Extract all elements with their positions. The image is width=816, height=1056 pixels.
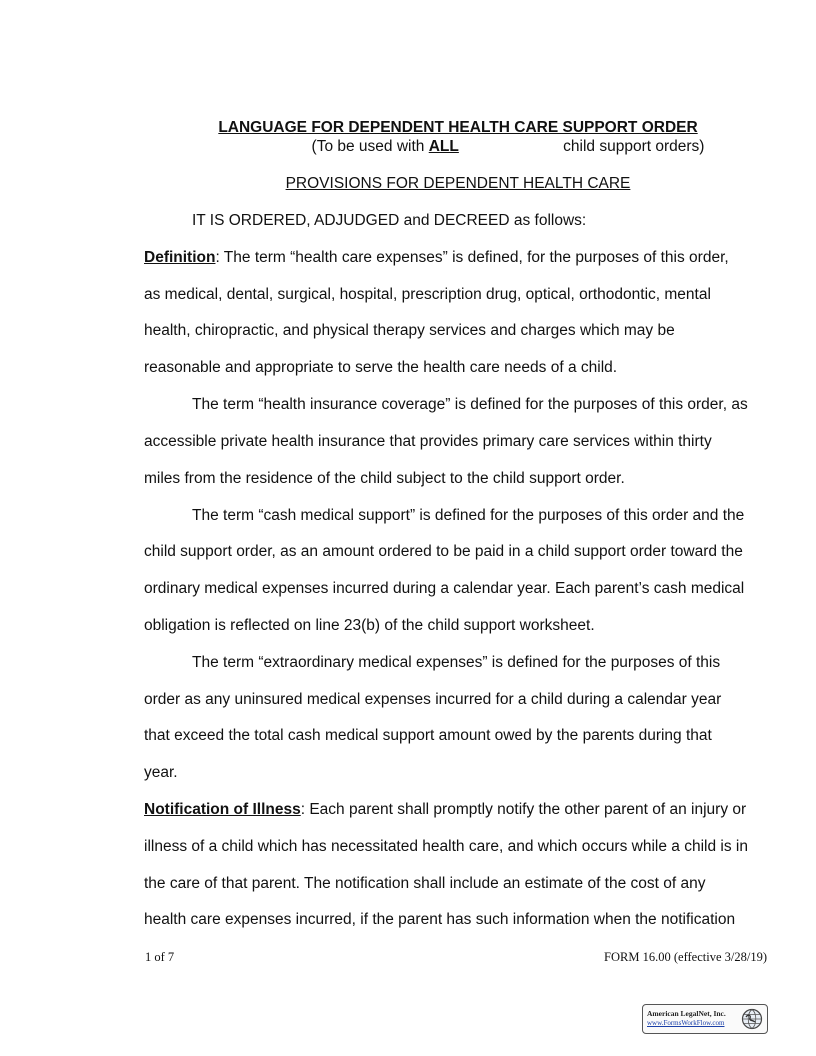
notification-line-4: health care expenses incurred, if the parent has such information when the notification [144, 911, 736, 928]
extra-line-3: that exceed the total cash medical support amount owed by the parents during that [144, 727, 712, 744]
globe-icon [741, 1008, 763, 1035]
section-heading: PROVISIONS FOR DEPENDENT HEALTH CARE [285, 175, 631, 192]
notification-line-2: illness of a child which has necessitated health care, and which occurs while a child is in [144, 838, 748, 855]
cash-line-3: ordinary medical expenses incurred during a calendar year. Each parent’s cash medical [144, 580, 745, 597]
subtitle-pre: (To be used with [311, 138, 429, 155]
insurance-line-1: The term “health insurance coverage” is defined for the purposes of this order, as [192, 396, 748, 413]
notification-line-3: the care of that parent. The notification shall include an estimate of the cost of any [144, 875, 706, 892]
cash-line-4: obligation is reflected on line 23(b) of the child support worksheet. [144, 617, 595, 634]
subtitle-bold: ALL [428, 138, 459, 155]
cash-line-2: child support order, as an amount ordered to be paid in a child support order toward the [144, 543, 743, 560]
insurance-line-3: miles from the residence of the child subject to the child support order. [144, 470, 625, 487]
document-subtitle [0, 138, 816, 156]
insurance-line-2: accessible private health insurance that provides primary care services within thirty [144, 433, 712, 450]
document-title: LANGUAGE FOR DEPENDENT HEALTH CARE SUPPORT ORDER [218, 119, 698, 136]
form-number: FORM 16.00 (effective 3/28/19) [604, 950, 767, 964]
notification-line-1: Notification of Illness: Each parent shall promptly notify the other parent of an injury or [144, 801, 747, 818]
publisher-name: American LegalNet, Inc. [647, 1009, 726, 1018]
definition-term: Definition [144, 249, 216, 266]
ordered-line: IT IS ORDERED, ADJUDGED and DECREED as follows: [192, 212, 587, 229]
publisher-badge[interactable] [642, 1004, 768, 1034]
page-number: 1 of 7 [145, 950, 175, 964]
extra-line-1: The term “extraordinary medical expenses” is defined for the purposes of this [192, 654, 721, 671]
extra-line-2: order as any uninsured medical expenses incurred for a child during a calendar year [144, 691, 722, 708]
cash-line-1: The term “cash medical support” is defined for the purposes of this order and the [192, 507, 745, 524]
notification-term: Notification of Illness [144, 801, 301, 818]
definition-line-2: as medical, dental, surgical, hospital, prescription drug, optical, orthodontic, mental [144, 286, 711, 303]
publisher-link[interactable]: www.FormsWorkFlow.com [647, 1019, 725, 1027]
extra-line-4: year. [144, 764, 178, 781]
definition-line-1: Definition: The term “health care expenses” is defined, for the purposes of this order, [144, 249, 729, 266]
subtitle-post: child support orders) [558, 138, 705, 155]
definition-line-3: health, chiropractic, and physical therapy services and charges which may be [144, 322, 675, 339]
definition-line-4: reasonable and appropriate to serve the health care needs of a child. [144, 359, 618, 376]
